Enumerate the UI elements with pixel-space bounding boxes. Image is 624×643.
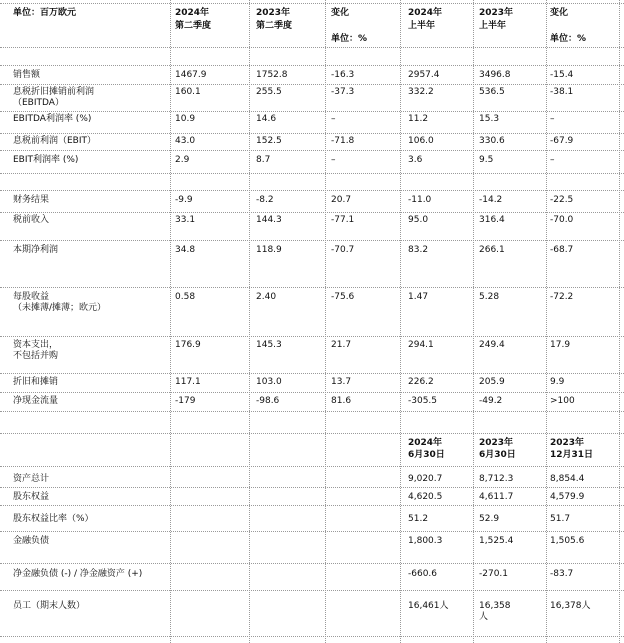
table-cell: 536.5 [479, 87, 505, 97]
row-divider [0, 111, 624, 112]
table-cell: 8,854.4 [550, 474, 585, 484]
table-cell: 0.58 [175, 292, 196, 302]
table-cell: 95.0 [408, 215, 429, 225]
header-change_a-line1: 变化 [331, 8, 350, 18]
table-cell: 51.7 [550, 514, 571, 524]
column-divider [619, 0, 620, 643]
row-label: 净金融负债 (-) / 净金融资产 (+) [13, 569, 143, 579]
row-divider [0, 636, 624, 637]
table-cell: 1,505.6 [550, 536, 585, 546]
table-cell: – [550, 114, 555, 124]
table-cell: -15.4 [550, 70, 574, 80]
table-cell: 255.5 [256, 87, 282, 97]
row-label: 财务结果 [13, 195, 50, 205]
table-cell: 9,020.7 [408, 474, 443, 484]
table-cell: -270.1 [479, 569, 509, 579]
balance-header-d3-line1: 2023年 [550, 438, 585, 448]
table-cell: 83.2 [408, 245, 429, 255]
table-cell: 9.9 [550, 377, 565, 387]
table-cell: -70.7 [331, 245, 355, 255]
row-label: 税前收入 [13, 215, 50, 225]
table-cell: 16,358 [479, 601, 511, 611]
row-label-sub: （EBITDA） [13, 98, 64, 108]
table-cell: -8.2 [256, 195, 274, 205]
table-cell: 2957.4 [408, 70, 440, 80]
table-cell: 316.4 [479, 215, 505, 225]
table-cell: 176.9 [175, 340, 201, 350]
row-label: 资产总计 [13, 474, 50, 484]
table-cell: 294.1 [408, 340, 434, 350]
table-cell: 17.9 [550, 340, 571, 350]
table-cell: -11.0 [408, 195, 432, 205]
table-cell: 226.2 [408, 377, 434, 387]
table-cell: -72.2 [550, 292, 574, 302]
row-label: EBITDA利润率 (%) [13, 114, 92, 124]
table-cell: 16,378人 [550, 601, 591, 611]
table-cell: 144.3 [256, 215, 282, 225]
table-cell: 43.0 [175, 136, 196, 146]
table-cell: 249.4 [479, 340, 505, 350]
column-divider [473, 0, 474, 643]
header-change_a-line2: 单位：% [331, 34, 368, 44]
table-cell: 34.8 [175, 245, 196, 255]
table-cell: 1.47 [408, 292, 429, 302]
row-divider [0, 487, 624, 488]
table-cell: – [331, 155, 336, 165]
row-label: 股东权益 [13, 492, 50, 502]
row-divider [0, 531, 624, 532]
table-cell: – [331, 114, 336, 124]
table-cell: 51.2 [408, 514, 429, 524]
row-divider [0, 3, 624, 4]
table-cell: 2.40 [256, 292, 277, 302]
balance-header-d1-line2: 6月30日 [408, 450, 445, 460]
balance-header-d2-line1: 2023年 [479, 438, 514, 448]
row-divider [0, 133, 624, 134]
header-h1_2024-line1: 2024年 [408, 8, 443, 18]
table-cell: 4,579.9 [550, 492, 585, 502]
table-cell: -49.2 [479, 396, 503, 406]
row-divider [0, 411, 624, 412]
header-q2_2024-line1: 2024年 [175, 8, 210, 18]
table-cell: -98.6 [256, 396, 280, 406]
table-cell: -305.5 [408, 396, 438, 406]
table-cell: -9.9 [175, 195, 193, 205]
row-divider [0, 336, 624, 337]
table-cell: 152.5 [256, 136, 282, 146]
row-label: 销售额 [13, 70, 41, 80]
table-cell: -83.7 [550, 569, 574, 579]
table-cell: -67.9 [550, 136, 574, 146]
table-cell: 15.3 [479, 114, 500, 124]
row-label: 股东权益比率（%） [13, 514, 94, 524]
table-cell: 1,525.4 [479, 536, 514, 546]
table-cell: >100 [550, 396, 575, 406]
table-cell: -38.1 [550, 87, 574, 97]
row-divider [0, 47, 624, 48]
row-divider [0, 505, 624, 506]
table-cell: 4,611.7 [479, 492, 514, 502]
table-cell: 205.9 [479, 377, 505, 387]
row-divider [0, 190, 624, 191]
table-cell: 20.7 [331, 195, 352, 205]
row-divider [0, 563, 624, 564]
table-cell: 8.7 [256, 155, 271, 165]
table-cell: -77.1 [331, 215, 355, 225]
unit-label: 单位：百万欧元 [13, 8, 77, 18]
balance-header-d3-line2: 12月31日 [550, 450, 594, 460]
row-divider [0, 287, 624, 288]
header-change_b-line1: 变化 [550, 8, 569, 18]
table-cell: 106.0 [408, 136, 434, 146]
column-divider [249, 0, 250, 643]
table-cell-sub: 人 [479, 612, 489, 622]
table-cell: 1,800.3 [408, 536, 443, 546]
balance-header-d2-line2: 6月30日 [479, 450, 516, 460]
column-divider [400, 0, 401, 643]
row-divider [0, 150, 624, 151]
table-cell: 266.1 [479, 245, 505, 255]
row-divider [0, 212, 624, 213]
table-cell: -22.5 [550, 195, 574, 205]
table-cell: 13.7 [331, 377, 352, 387]
row-divider [0, 392, 624, 393]
table-cell: 1752.8 [256, 70, 288, 80]
column-divider [325, 0, 326, 643]
row-label-sub: （未摊薄/摊薄；欧元） [13, 303, 107, 313]
table-cell: -70.0 [550, 215, 574, 225]
row-divider [0, 433, 624, 434]
table-cell: -37.3 [331, 87, 355, 97]
table-cell: 3.6 [408, 155, 423, 165]
row-label: 息税前利润（EBIT） [13, 136, 97, 146]
table-cell: 9.5 [479, 155, 494, 165]
row-label: 净现金流量 [13, 396, 59, 406]
row-label: 本期净利润 [13, 245, 59, 255]
table-cell: 4,620.5 [408, 492, 443, 502]
table-cell: 117.1 [175, 377, 201, 387]
row-label: 员工（期末人数） [13, 601, 86, 611]
row-label-sub: 不包括并购 [13, 351, 59, 361]
header-change_b-line2: 单位：% [550, 34, 587, 44]
table-cell: 52.9 [479, 514, 500, 524]
row-label: 每股收益 [13, 292, 50, 302]
table-cell: 1467.9 [175, 70, 207, 80]
table-cell: 14.6 [256, 114, 277, 124]
table-cell: 332.2 [408, 87, 434, 97]
header-h1_2023-line1: 2023年 [479, 8, 514, 18]
table-cell: 33.1 [175, 215, 196, 225]
header-q2_2024-line2: 第二季度 [175, 21, 212, 31]
row-label: 资本支出， [13, 340, 59, 350]
table-cell: 2.9 [175, 155, 190, 165]
table-cell: 330.6 [479, 136, 505, 146]
column-divider [170, 0, 171, 643]
table-cell: – [550, 155, 555, 165]
table-cell: 145.3 [256, 340, 282, 350]
table-cell: 118.9 [256, 245, 282, 255]
column-divider [546, 0, 547, 643]
row-divider [0, 373, 624, 374]
row-divider [0, 173, 624, 174]
row-label: 息税折旧摊销前利润 [13, 87, 95, 97]
balance-header-d1-line1: 2024年 [408, 438, 443, 448]
row-divider [0, 466, 624, 467]
table-cell: 11.2 [408, 114, 429, 124]
table-cell: -179 [175, 396, 196, 406]
table-cell: 21.7 [331, 340, 352, 350]
header-q2_2023-line2: 第二季度 [256, 21, 293, 31]
table-cell: 10.9 [175, 114, 196, 124]
row-divider [0, 65, 624, 66]
table-cell: -68.7 [550, 245, 574, 255]
row-label: EBIT利润率 (%) [13, 155, 79, 165]
table-cell: 8,712.3 [479, 474, 514, 484]
table-cell: 5.28 [479, 292, 500, 302]
header-h1_2024-line2: 上半年 [408, 21, 436, 31]
row-divider [0, 590, 624, 591]
row-divider [0, 240, 624, 241]
table-cell: 81.6 [331, 396, 352, 406]
header-h1_2023-line2: 上半年 [479, 21, 507, 31]
row-divider [0, 84, 624, 85]
table-cell: -75.6 [331, 292, 355, 302]
table-cell: -16.3 [331, 70, 355, 80]
table-cell: 3496.8 [479, 70, 511, 80]
table-cell: 16,461人 [408, 601, 449, 611]
row-label: 折旧和摊销 [13, 377, 59, 387]
header-q2_2023-line1: 2023年 [256, 8, 291, 18]
table-cell: 160.1 [175, 87, 201, 97]
row-label: 金融负债 [13, 536, 50, 546]
table-cell: 103.0 [256, 377, 282, 387]
table-cell: -14.2 [479, 195, 503, 205]
table-cell: -71.8 [331, 136, 355, 146]
table-cell: -660.6 [408, 569, 438, 579]
